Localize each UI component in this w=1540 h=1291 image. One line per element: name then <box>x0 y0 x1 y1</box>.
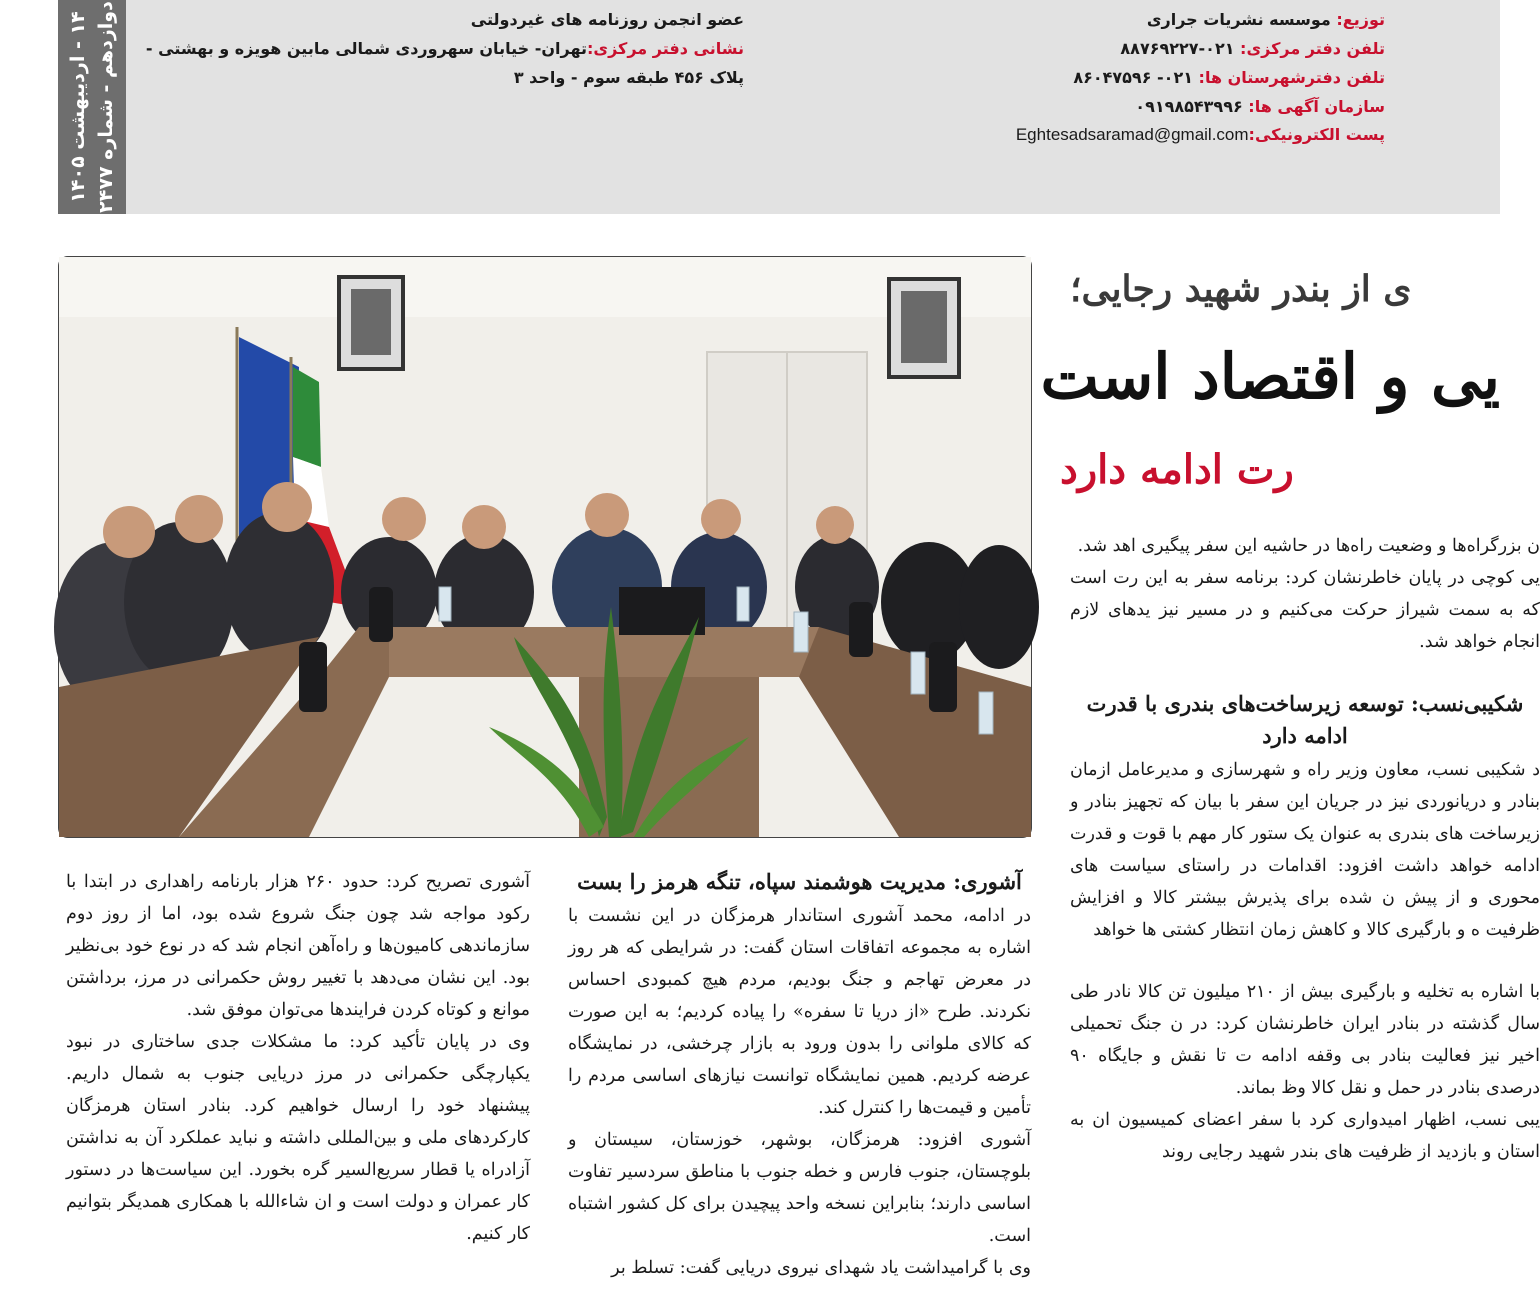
article-subhead: رت ادامه دارد <box>1060 446 1294 493</box>
paragraph: در ادامه، محمد آشوری استاندار هرمزگان در این نشست با اشاره به مجموعه اتفاقات استان گفت: در شرایطی که هر روز در معرض تهاجم و جنگ بودیم، مردم هیچ کمبودی احساس نکردند. طرح «از دریا تا سفره» را پیاده کردیم؛ به این صورت که کالای ملوانی را بدون ورود به بازار چرخشی، در نمایشگاه عرضه کردیم. همین نمایشگاه توانست نیازهای اساسی مردم را تأمین و قیمت‌ها را کنترل کند. <box>568 906 1031 1118</box>
paragraph: آشوری تصریح کرد: حدود ۲۶۰ هزار بارنامه راهداری در ابتدا با رکود مواجه شد چون جنگ شروع شده بود، اما از روز دوم سازماندهی کامیون‌ها و راه‌آهن انجام شد که در نوع خود بی‌نظیر بود. این نشان می‌دهد با تغییر روش حکمرانی در مرز، برداشتن موانع و کوتاه کردن فرایندها می‌توان موفق شد. <box>66 872 530 1020</box>
article-column-left <box>66 866 530 1291</box>
article-headline: یی و اقتصاد است <box>1040 340 1500 413</box>
paragraph: وی با گرامیداشت یاد شهدای نیروی دریایی گفت: تسلط بر <box>611 1258 1031 1278</box>
email-link[interactable]: Eghtesadsaramad@gmail.com <box>1015 125 1249 144</box>
article-kicker: ی از بندر شهید رجایی؛ <box>1070 268 1412 310</box>
central-phone-line: تلفن دفتر مرکزی: ۰۲۱-۸۸۷۶۹۲۲۷ <box>1120 39 1385 58</box>
paragraph: با اشاره به تخلیه و بارگیری بیش از ۲۱۰ میلیون تن کالا نادر طی سال گذشته در بنادر ایران خاطرنشان کرد: در ن جنگ تحمیلی اخیر نیز فعالیت بنادر بی وقفه ادامه ت تا نقش و جایگاه ۹۰ درصدی بنادر در حمل و نقل کالا وظ بماند. <box>1070 982 1540 1098</box>
paragraph: د شکیبی نسب، معاون وزیر راه و شهرسازی و مدیرعامل ازمان بنادر و دریانوردی نیز در جریان این سفر با بیان که تجهیز بنادر و زیرساخت های بندری به عنوان یک ستور کار مهم با قوت و قدرت ادامه خواهد داشت افزود: اقدامات در راستای سیاست های محوری و از پیش ن شده برای پذیرش بیشتر کالا و افزایش ظرفیت ه و بارگیری کالا و کاهش زمان انتظار کشتی ها خواهد <box>1070 760 1540 940</box>
paragraph: آشوری افزود: هرمزگان، بوشهر، خوزستان، سیستان و بلوچستان، جنوب فارس و خطه جنوب با مناطق سردسیر تفاوت اساسی دارند؛ بنابراین نسخه واحد پیچیدن برای کل کشور اشتباه است. <box>568 1130 1031 1246</box>
meeting-photo-illustration <box>59 257 1031 837</box>
meeting-photo <box>58 256 1032 838</box>
city-phone-line: تلفن دفترشهرستان ها: ۰۲۱- ۸۶۰۴۷۵۹۶ <box>1073 68 1385 87</box>
office-address-line <box>146 34 744 63</box>
article-column-right <box>1070 530 1540 1290</box>
paragraph: ن بزرگراه‌ها و وضعیت راه‌ها در حاشیه این سفر پیگیری اهد شد. <box>1077 536 1540 556</box>
office-address-value: تهران- خیابان سهروردی شمالی مابین هویزه و بهشتی - <box>145 39 588 58</box>
email-line: پست الکترونیکی:Eghtesadsaramad@gmail.com <box>1015 125 1385 144</box>
paragraph: یبی نسب، اظهار امیدواری کرد با سفر اعضای کمیسیون ان به استان و بازدید از ظرفیت های بندر شهید رجایی روند <box>1070 1110 1540 1162</box>
paragraph: وی در پایان تأکید کرد: ما مشکلات جدی ساختاری در نبود یکپارچگی حکمرانی در مرز دریایی جنوب به شمال داریم. پیشنهاد خود را ارسال خواهیم کرد. بنادر استان هرمزگان کارکردهای ملی و بین‌المللی داشته و نباید عملکرد آن به نداشتن آزادراه یا قطار سریع‌السیر گره بخورد. این سیاست‌ها در دستور کار عمران و دولت است و ان شاءالله با همکاری همدیگر بتوانیم کار کنیم. <box>66 1032 530 1244</box>
section-title: آشوری: مدیریت هوشمند سپاه، تنگه هرمز را بست <box>577 869 1022 894</box>
issue-date-strip <box>58 0 126 214</box>
section-title: شکیبی‌نسب: توسعه زیرساخت‌های بندری با قدرت ادامه دارد <box>1086 691 1524 748</box>
ads-line: سازمان آگهی ها: ۰۹۱۹۸۵۴۳۹۹۶ <box>1135 97 1385 116</box>
article-column-middle <box>568 866 1031 1291</box>
issue-date: ۱۴ - اردیبهشت ۱۴۰۵ <box>67 11 89 203</box>
office-address-label: نشانی دفتر مرکزی: <box>587 39 744 58</box>
membership-line: عضو انجمن روزنامه های غیردولتی <box>470 10 744 29</box>
issue-date-text <box>64 1 120 213</box>
distribution-line: توزیع: موسسه نشریات جراری <box>1146 10 1385 29</box>
issue-number: دوازدهم - شماره ۲۴۷۷ <box>95 1 117 213</box>
office-address-line-2: پلاک ۴۵۶ طبقه سوم - واحد ۳ <box>513 68 744 87</box>
paragraph: یی کوچی در پایان خاطرنشان کرد: برنامه سفر به این رت است که به سمت شیراز حرکت می‌کنیم و در مسیر نیز یدهای لازم انجام خواهد شد. <box>1070 568 1540 652</box>
